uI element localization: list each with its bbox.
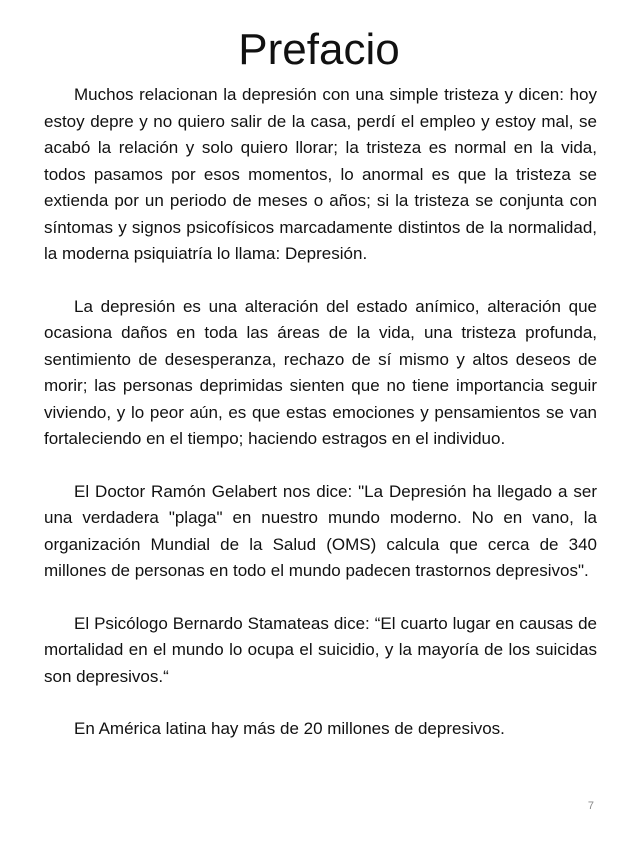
paragraph-5: En América latina hay más de 20 millones de depresivos. xyxy=(74,719,505,738)
paragraph-2: La depresión es una alteración del estado anímico, alteración que ocasiona daños en toda las áreas de la vida, una tristeza profunda, sentimiento de desesperanza, rechazo de sí mismo y altos deseos de morir; las personas deprimidas sienten que no tiene importancia seguir viviendo, y lo peor aún, es que estas emociones y pensamientos se van fortaleciendo en el tiempo; haciendo estragos en el individuo. xyxy=(44,296,597,448)
page-number: 7 xyxy=(587,800,594,812)
paragraph-3: El Doctor Ramón Gelabert nos dice: "La Depresión ha llegado a ser una verdadera "plaga" en nuestro mundo moderno. No en vano, la organización Mundial de la Salud (OMS) calcula que cerca de 340 millones de personas en todo el mundo padecen trastornos depresivos". xyxy=(44,481,597,580)
document-body xyxy=(44,82,597,743)
paragraph-4: El Psicólogo Bernardo Stamateas dice: “El cuarto lugar en causas de mortalidad en el mundo lo ocupa el suicidio, y la mayoría de los suicidas son depresivos.“ xyxy=(44,613,597,686)
paragraph-1: Muchos relacionan la depresión con una simple tristeza y dicen: hoy estoy depre y no quiero salir de la casa, perdí el empleo y estoy mal, se acabó la relación y solo quiero llorar; la tristeza es normal en la vida, todos pasamos por esos momentos, lo anormal es que la tristeza se extienda por un periodo de meses o años; si la tristeza se conjunta con síntomas y signos psicofísicos marcadamente distintos de la normalidad, la moderna psiquiatría lo llama: Depresión. xyxy=(44,85,597,263)
page-title: Prefacio xyxy=(238,25,400,74)
